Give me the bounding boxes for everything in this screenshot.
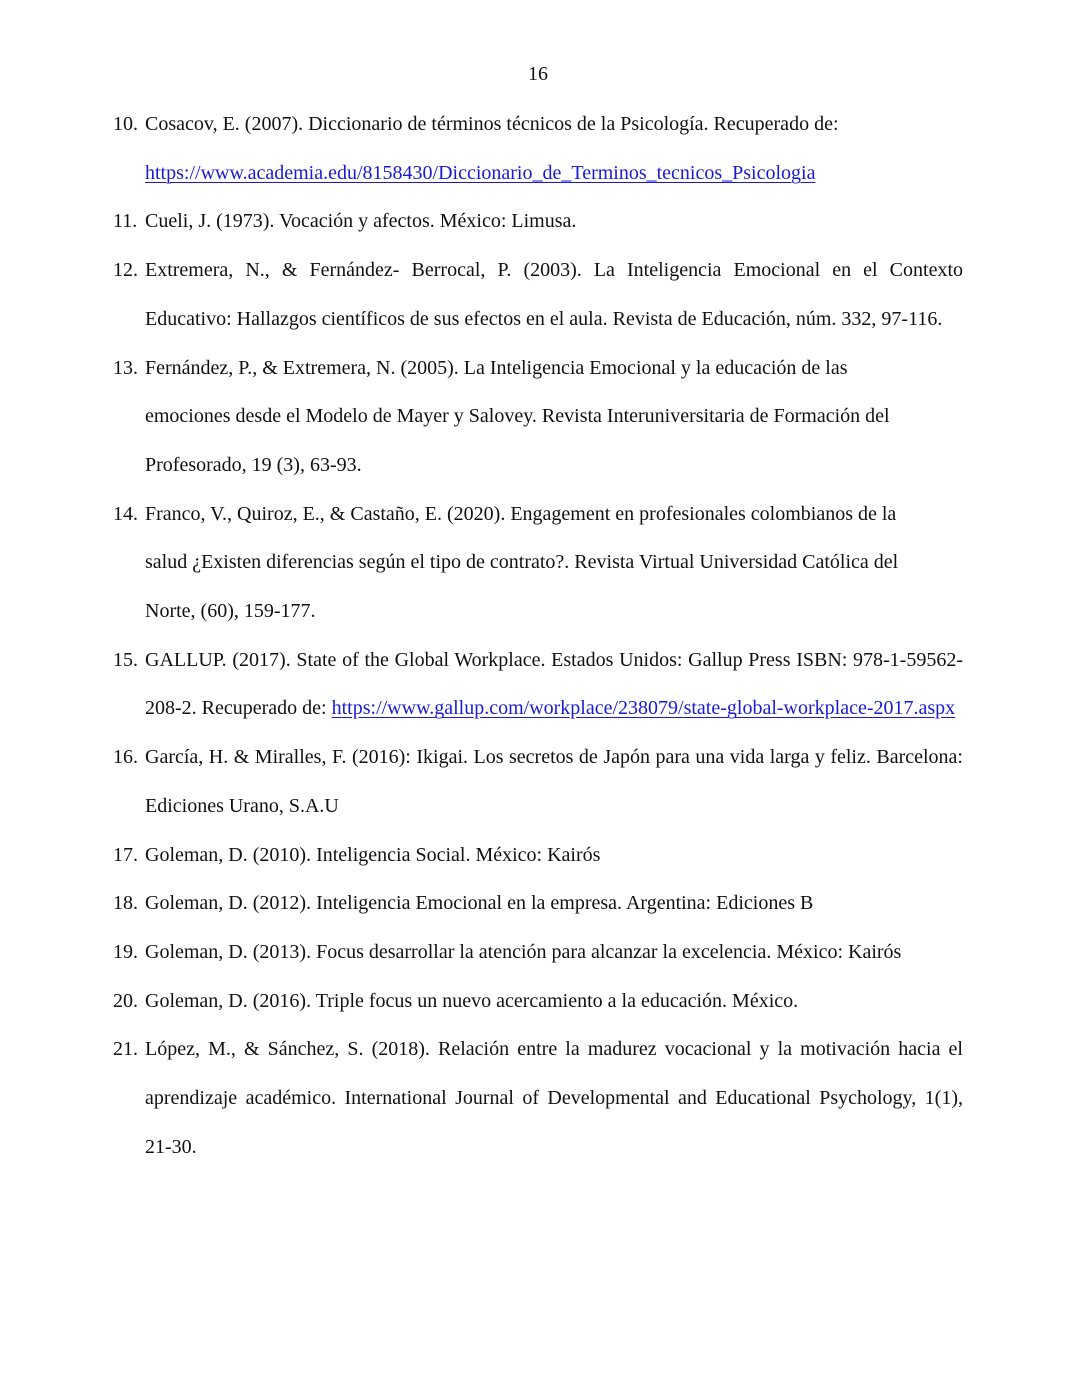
- reference-number: 10.: [113, 113, 138, 135]
- reference-item-20: [113, 977, 963, 1026]
- reference-number: 16.: [113, 746, 138, 769]
- reference-text: Goleman, D. (2010). Inteligencia Social. México: Kairós: [145, 843, 601, 866]
- reference-item-18: [113, 879, 963, 928]
- reference-number: 15.: [113, 648, 138, 671]
- reference-item-13: [113, 344, 963, 490]
- reference-number: 19.: [113, 940, 138, 963]
- reference-text-line: Profesorado, 19 (3), 63-93.: [145, 453, 362, 476]
- reference-number: 17.: [113, 843, 138, 866]
- reference-item-17: [113, 831, 963, 880]
- reference-item-15: [113, 636, 963, 733]
- reference-text-line: emociones desde el Modelo de Mayer y Salovey. Revista Interuniversitaria de Formación del: [145, 405, 890, 428]
- reference-number: 20.: [113, 989, 138, 1012]
- reference-text: Goleman, D. (2016). Triple focus un nuevo acercamiento a la educación. México.: [145, 989, 799, 1012]
- reference-item-16: [113, 733, 963, 830]
- reference-link[interactable]: https://www.academia.edu/8158430/Diccionario_de_Terminos_tecnicos_Psicologia: [145, 161, 816, 184]
- reference-text: Cueli, J. (1973). Vocación y afectos. México: Limusa.: [145, 210, 577, 233]
- reference-text: García, H. & Miralles, F. (2016): Ikigai. Los secretos de Japón para una vida larga y feliz. Barcelona: Ediciones Urano, S.A.U: [145, 746, 963, 817]
- reference-item-12: [113, 246, 963, 343]
- reference-number: 21.: [113, 1038, 138, 1061]
- reference-text: Goleman, D. (2012). Inteligencia Emocional en la empresa. Argentina: Ediciones B: [145, 892, 814, 915]
- reference-text: Cosacov, E. (2007). Diccionario de términos técnicos de la Psicología. Recuperado de:: [145, 113, 839, 135]
- reference-text-line: salud ¿Existen diferencias según el tipo de contrato?. Revista Virtual Universidad Católica del: [145, 551, 899, 574]
- reference-link[interactable]: https://www.gallup.com/workplace/238079/state-global-workplace-2017.aspx: [331, 697, 956, 720]
- reference-item-11: [113, 197, 963, 246]
- reference-item-10: [113, 100, 963, 197]
- reference-number: 12.: [113, 259, 138, 282]
- reference-item-21: [113, 1025, 963, 1171]
- reference-text: Goleman, D. (2013). Focus desarrollar la atención para alcanzar la excelencia. México: Kairós: [145, 940, 902, 963]
- reference-item-14: [113, 490, 963, 636]
- reference-text: López, M., & Sánchez, S. (2018). Relación entre la madurez vocacional y la motivación hacia el aprendizaje académico. International Journal of Developmental and Educational Psychology, 1(1), 21-30.: [145, 1038, 963, 1158]
- reference-text: GALLUP. (2017). State of the Global Workplace. Estados Unidos: Gallup Press ISBN: 978-1-59562-208-2. Recuperado de:: [145, 648, 963, 720]
- reference-number: 13.: [113, 356, 138, 379]
- reference-text-line: Fernández, P., & Extremera, N. (2005). La Inteligencia Emocional y la educación de las: [145, 356, 848, 379]
- reference-number: 11.: [113, 210, 138, 233]
- reference-text-line: Norte, (60), 159-177.: [145, 600, 316, 623]
- reference-text-line: Franco, V., Quiroz, E., & Castaño, E. (2020). Engagement en profesionales colombianos de la: [145, 502, 897, 525]
- reference-number: 14.: [113, 502, 138, 525]
- reference-list: [113, 100, 963, 1171]
- reference-item-19: [113, 928, 963, 977]
- reference-number: 18.: [113, 892, 138, 915]
- reference-text: Extremera, N., & Fernández- Berrocal, P. (2003). La Inteligencia Emocional en el Contexto Educativo: Hallazgos científicos de sus efectos en el aula. Revista de Educación, núm. 332, 97-116.: [145, 259, 963, 330]
- page-number: 16: [528, 63, 548, 85]
